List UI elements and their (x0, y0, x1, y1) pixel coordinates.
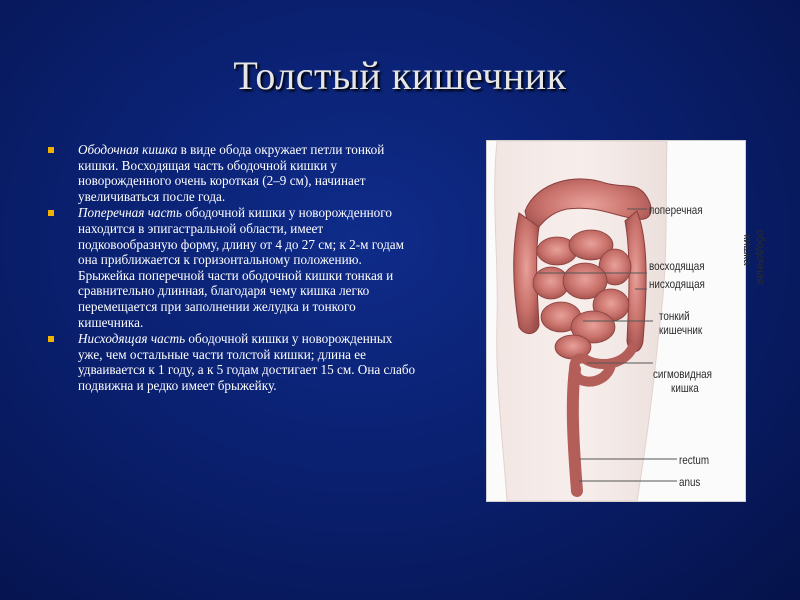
ascending-colon (514, 213, 539, 334)
label-ascending: восходящая (649, 259, 705, 273)
rectum (573, 369, 577, 491)
label-sigmoid-line2: кишка (671, 381, 699, 395)
bullet-lead: Нисходящая часть (78, 331, 186, 347)
bullet-item (48, 331, 420, 393)
bullet-lead: Поперечная часть (78, 205, 182, 221)
square-bullet-icon (48, 210, 54, 216)
label-anus: anus (679, 475, 701, 489)
bullet-text: ободочной кишки у новорожденного находится в эпигастральной области, имеет подковообразную форму, длину от 4 до 27 см; к 2-м годам она приближается к горизонтальному положению. Брыжейка поперечной части ободочной кишки тонкая и сравнительно длинная, благодаря чему кишка легко перемещается при заполнении желудка и тонкого кишечника. (78, 205, 404, 330)
bullet-text: в виде обода окружает петли тонкой кишки. Восходящая часть ободочной кишки у новорожденного очень короткая (2–9 см), начинает увеличиваться после года. (78, 142, 385, 204)
label-small-line1: тонкий (659, 309, 690, 323)
intestine-illustration (487, 141, 745, 501)
label-sigmoid-line1: сигмовидная (653, 367, 712, 381)
label-small-intestine (659, 309, 702, 337)
square-bullet-icon (48, 147, 54, 153)
slide-title: Толстый кишечник (233, 53, 567, 98)
label-rectum: rectum (679, 453, 710, 467)
intestine-diagram (486, 140, 766, 502)
label-colon-line1: ободочная (754, 230, 766, 285)
label-colon-line2: кишка (741, 234, 753, 266)
label-colon-group (680, 230, 766, 285)
bullet-list (48, 142, 420, 395)
bullet-item (48, 142, 420, 204)
label-sigmoid (653, 367, 712, 395)
square-bullet-icon (48, 336, 54, 342)
label-small-line2: кишечник (659, 323, 703, 337)
bullet-lead: Ободочная кишка (78, 142, 178, 157)
label-transverse: поперечная (649, 203, 703, 217)
label-descending: нисходящая (649, 277, 705, 291)
bullet-item (48, 205, 420, 330)
bullet-text: ободочной кишки у новорожденных уже, чем остальные части толстой кишки; длина ее удваивается к 1 году, а к 5 годам достигает 15 см. Она слабо подвижна и редко имеет брыжейку. (78, 331, 416, 393)
